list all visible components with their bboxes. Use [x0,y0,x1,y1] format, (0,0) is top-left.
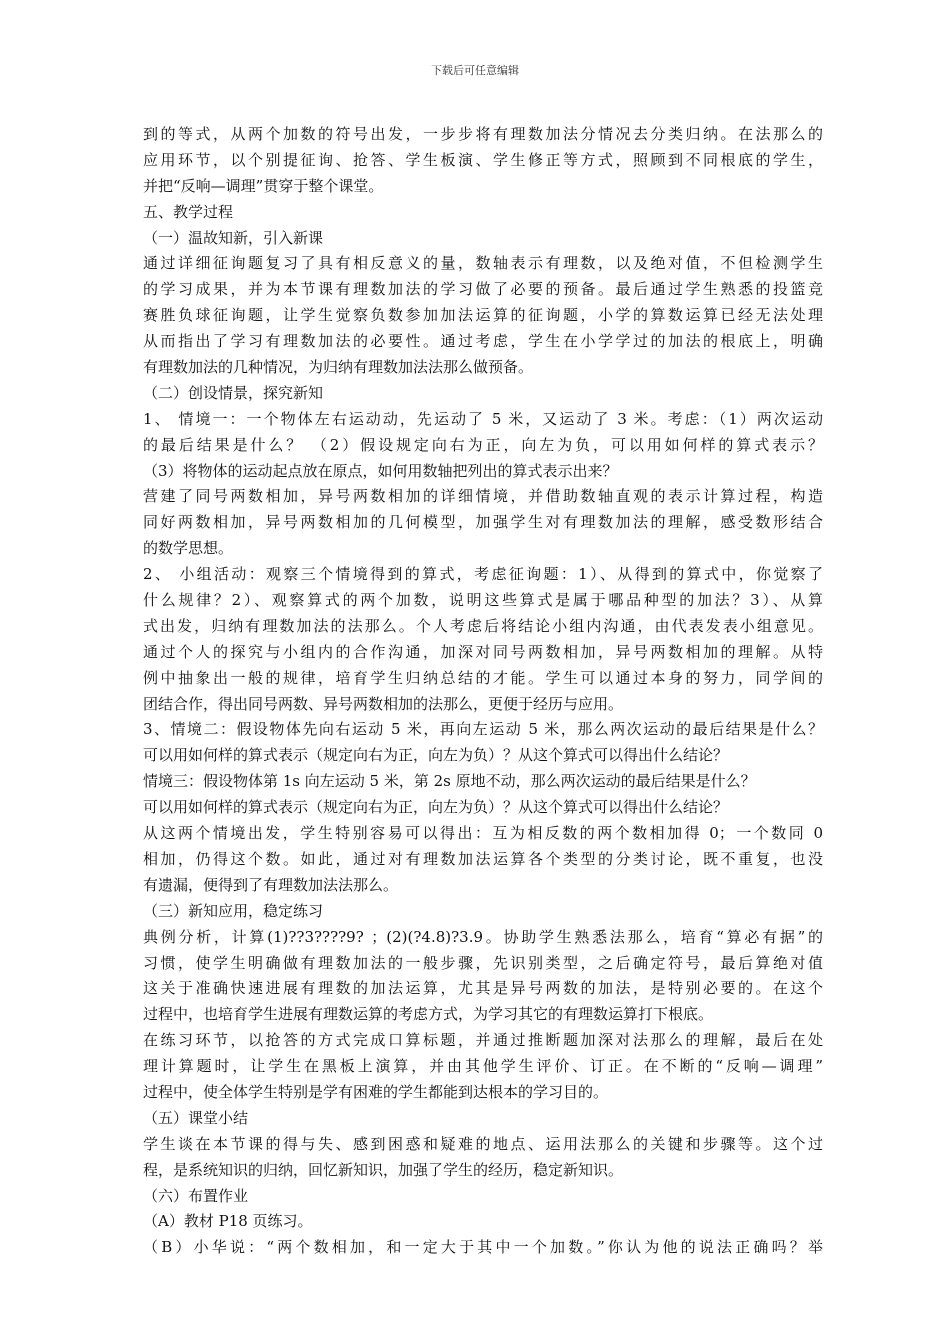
text-line: 应用环节，以个别提征询、抢答、学生板演、学生修正等方式，照顾到不同根底的学生， [143,150,823,169]
document-body [143,122,823,1261]
text-line: （A）教材 P18 页练习。 [143,1212,313,1231]
text-line: （三）新知应用，稳定练习 [143,901,324,920]
text-line: 典例分析，计算(1)??3????9? ；(2)(?4.8)?3.9。协助学生熟悉法那么，培育“算必有据”的 [143,927,823,946]
text-line: 2、 小组活动：观察三个情境得到的算式，考虑征询题：1）、从得到的算式中，你觉察了 [143,565,823,584]
text-line: 营建了同号两数相加，异号两数相加的详细情境，并借助数轴直观的表示计算过程，构造 [143,487,823,506]
text-line: 的最后结果是什么？ （2）假设规定向右为正，向左为负，可以用如何样的算式表示？ [143,435,823,454]
text-line: （3）将物体的运动起点放在原点，如何用数轴把列出的算式表示出来？ [143,461,618,480]
text-line: （五）课堂小结 [143,1108,249,1127]
text-line: 从这两个情境出发，学生特别容易可以得出：互为相反数的两个数相加得 0；一个数同 0 [143,824,823,843]
text-line: 学生谈在本节课的得与失、感到困惑和疑难的地点、运用法那么的关键和步骤等。这个过 [143,1134,823,1153]
text-line: 有理数加法的几种情况，为归纳有理数加法法那么做预备。 [143,358,534,377]
text-line: 的学习成果，并为本节课有理数加法的学习做了必要的预备。最后通过学生熟悉的投篮竞 [143,280,823,299]
text-line: 可以用如何样的算式表示（规定向右为正，向左为负）？从这个算式可以得出什么结论？ [143,746,729,765]
text-line: 习惯，使学生明确做有理数加法的一般步骤，先识别类型，之后确定符号，最后算绝对值 [143,953,823,972]
text-line: 什么规律？2）、观察算式的两个加数，说明这些算式是属于哪品种型的加法？3）、从算 [143,591,823,610]
text-line: 情境三：假设物体第 1s 向左运动 5 米，第 2s 原地不动，那么两次运动的最后结果是什么？ [143,772,756,791]
text-line: 理计算题时，让学生在黑板上演算，并由其他学生评价、订正。在不断的“反响—调理” [143,1057,823,1076]
text-line: 并把“反响—调理”贯穿于整个课堂。 [143,176,384,195]
text-line: （一）温故知新，引入新课 [143,228,324,247]
text-line: 通过详细征询题复习了具有相反意义的量，数轴表示有理数，以及绝对值，不但检测学生 [143,254,823,273]
text-line: 赛胜负球征询题，让学生觉察负数参加加法运算的征询题，小学的算数运算已经无法处理 [143,306,823,325]
text-line: 过程中，也培育学生进展有理数运算的考虑方式，为学习其它的有理数运算打下根底。 [143,1005,714,1024]
text-line: 3、情境二：假设物体先向右运动 5 米，再向左运动 5 米，那么两次运动的最后结果是什么？ [143,720,823,739]
text-line: （六）布置作业 [143,1186,249,1205]
text-line: 的数学思想。 [143,539,234,558]
text-line: 1、 情境一：一个物体左右运动动，先运动了 5 米，又运动了 3 米。考虑：（1）两次运动 [143,409,823,428]
text-line: 同好两数相加，异号两数相加的几何模型，加强学生对有理数加法的理解，感受数形结合 [143,513,823,532]
text-line: 可以用如何样的算式表示（规定向右为正，向左为负）？从这个算式可以得出什么结论？ [143,798,729,817]
text-line: （B）小华说：“两个数相加，和一定大于其中一个加数。”你认为他的说法正确吗？举 [143,1238,823,1257]
text-line: 五、教学过程 [143,202,234,221]
text-line: 通过个人的探究与小组内的合作沟通，加深对同号两数相加，异号两数相加的理解。从特 [143,642,823,661]
text-line: 有遗漏，便得到了有理数加法法那么。 [143,875,399,894]
text-line: 式出发，归纳有理数加法的法那么。个人考虑后将结论小组内沟通，由代表发表小组意见。 [143,616,823,635]
text-line: 从而指出了学习有理数加法的必要性。通过考虑，学生在小学学过的加法的根底上，明确 [143,332,823,351]
text-line: 例中抽象出一般的规律，培育学生归纳总结的才能。学生可以通过本身的努力，同学间的 [143,668,823,687]
text-line: 到的等式，从两个加数的符号出发，一步步将有理数加法分情况去分类归纳。在法那么的 [143,125,823,143]
text-line: 相加，仍得这个数。如此，通过对有理数加法运算各个类型的分类讨论，既不重复，也没 [143,849,823,868]
page-header: 下载后可任意编辑 [431,64,519,77]
text-line: （二）创设情景，探究新知 [143,383,324,402]
text-line: 这关于准确快速进展有理数的加法运算，尤其是异号两数的加法，是特别必要的。在这个 [143,979,823,998]
text-line: 团结合作，得出同号两数、异号两数相加的法那么，更便于经历与应用。 [143,694,624,713]
text-line: 程，是系统知识的归纳，回忆新知识，加强了学生的经历，稳定新知识。 [143,1160,624,1179]
text-line: 过程中，使全体学生特别是学有困难的学生都能到达根本的学习目的。 [143,1082,609,1101]
text-line: 在练习环节，以抢答的方式完成口算标题，并通过推断题加深对法那么的理解，最后在处 [143,1031,823,1050]
